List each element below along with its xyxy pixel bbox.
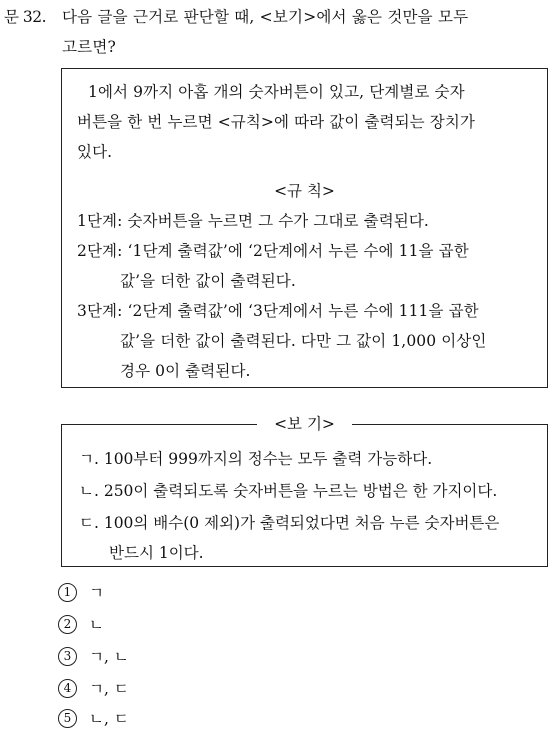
question-number: 문 32. [4,8,47,26]
choice-5-number: 5 [58,709,77,728]
bogi-item-digeut-line1: ㄷ. 100의 배수(0 제외)가 출력되었다면 처음 누른 숫자버튼은 [79,514,500,532]
rule-step2-line2: 값’을 더한 값이 출력된다. [120,272,296,290]
bogi-item-digeut-line2: 반드시 1이다. [109,544,204,562]
choice-4-number: 4 [58,679,77,698]
choice-2[interactable] [58,613,104,635]
choice-2-number: 2 [58,615,77,634]
bogi-box [61,424,548,567]
rule-step3-line3: 경우 0이 출력된다. [120,362,251,380]
passage-intro-line3: 있다. [77,143,113,161]
bogi-title: <보 기> [274,415,335,433]
rule-step3-line1: 3단계: ‘2단계 출력값’에 ‘3단계에서 누른 수에 111을 곱한 [77,302,479,320]
bogi-item-giyeok: ㄱ. 100부터 999까지의 정수는 모두 출력 가능하다. [79,450,433,468]
passage-intro-line2: 버튼을 한 번 누르면 <규칙>에 따라 값이 출력되는 장치가 [77,113,475,131]
choice-2-text: ㄴ [89,616,104,634]
choice-5-text: ㄴ, ㄷ [89,710,129,728]
choice-1-number: 1 [58,583,77,602]
choice-5[interactable] [58,707,129,729]
choice-3[interactable] [58,645,129,667]
rule-title: <규 칙> [274,182,335,200]
question-stem-line1: 다음 글을 근거로 판단할 때, <보기>에서 옳은 것만을 모두 [62,8,469,26]
rule-step2-line1: 2단계: ‘1단계 출력값’에 ‘2단계에서 누른 수에 11을 곱한 [77,242,469,260]
choice-4-text: ㄱ, ㄷ [89,680,129,698]
rule-step1: 1단계: 숫자버튼을 누르면 그 수가 그대로 출력된다. [77,212,429,230]
choice-3-number: 3 [58,647,77,666]
choice-1[interactable] [58,581,104,603]
choice-4[interactable] [58,677,129,699]
passage-intro-line1: 1에서 9까지 아홉 개의 숫자버튼이 있고, 단계별로 숫자 [88,83,465,101]
bogi-item-nieun: ㄴ. 250이 출력되도록 숫자버튼을 누르는 방법은 한 가지이다. [79,482,498,500]
rule-step3-line2: 값’을 더한 값이 출력된다. 다만 그 값이 1,000 이상인 [120,332,487,350]
passage-box [61,68,548,388]
choice-1-text: ㄱ [89,584,104,602]
question-stem-line2: 고르면? [62,38,117,56]
choice-3-text: ㄱ, ㄴ [89,648,129,666]
